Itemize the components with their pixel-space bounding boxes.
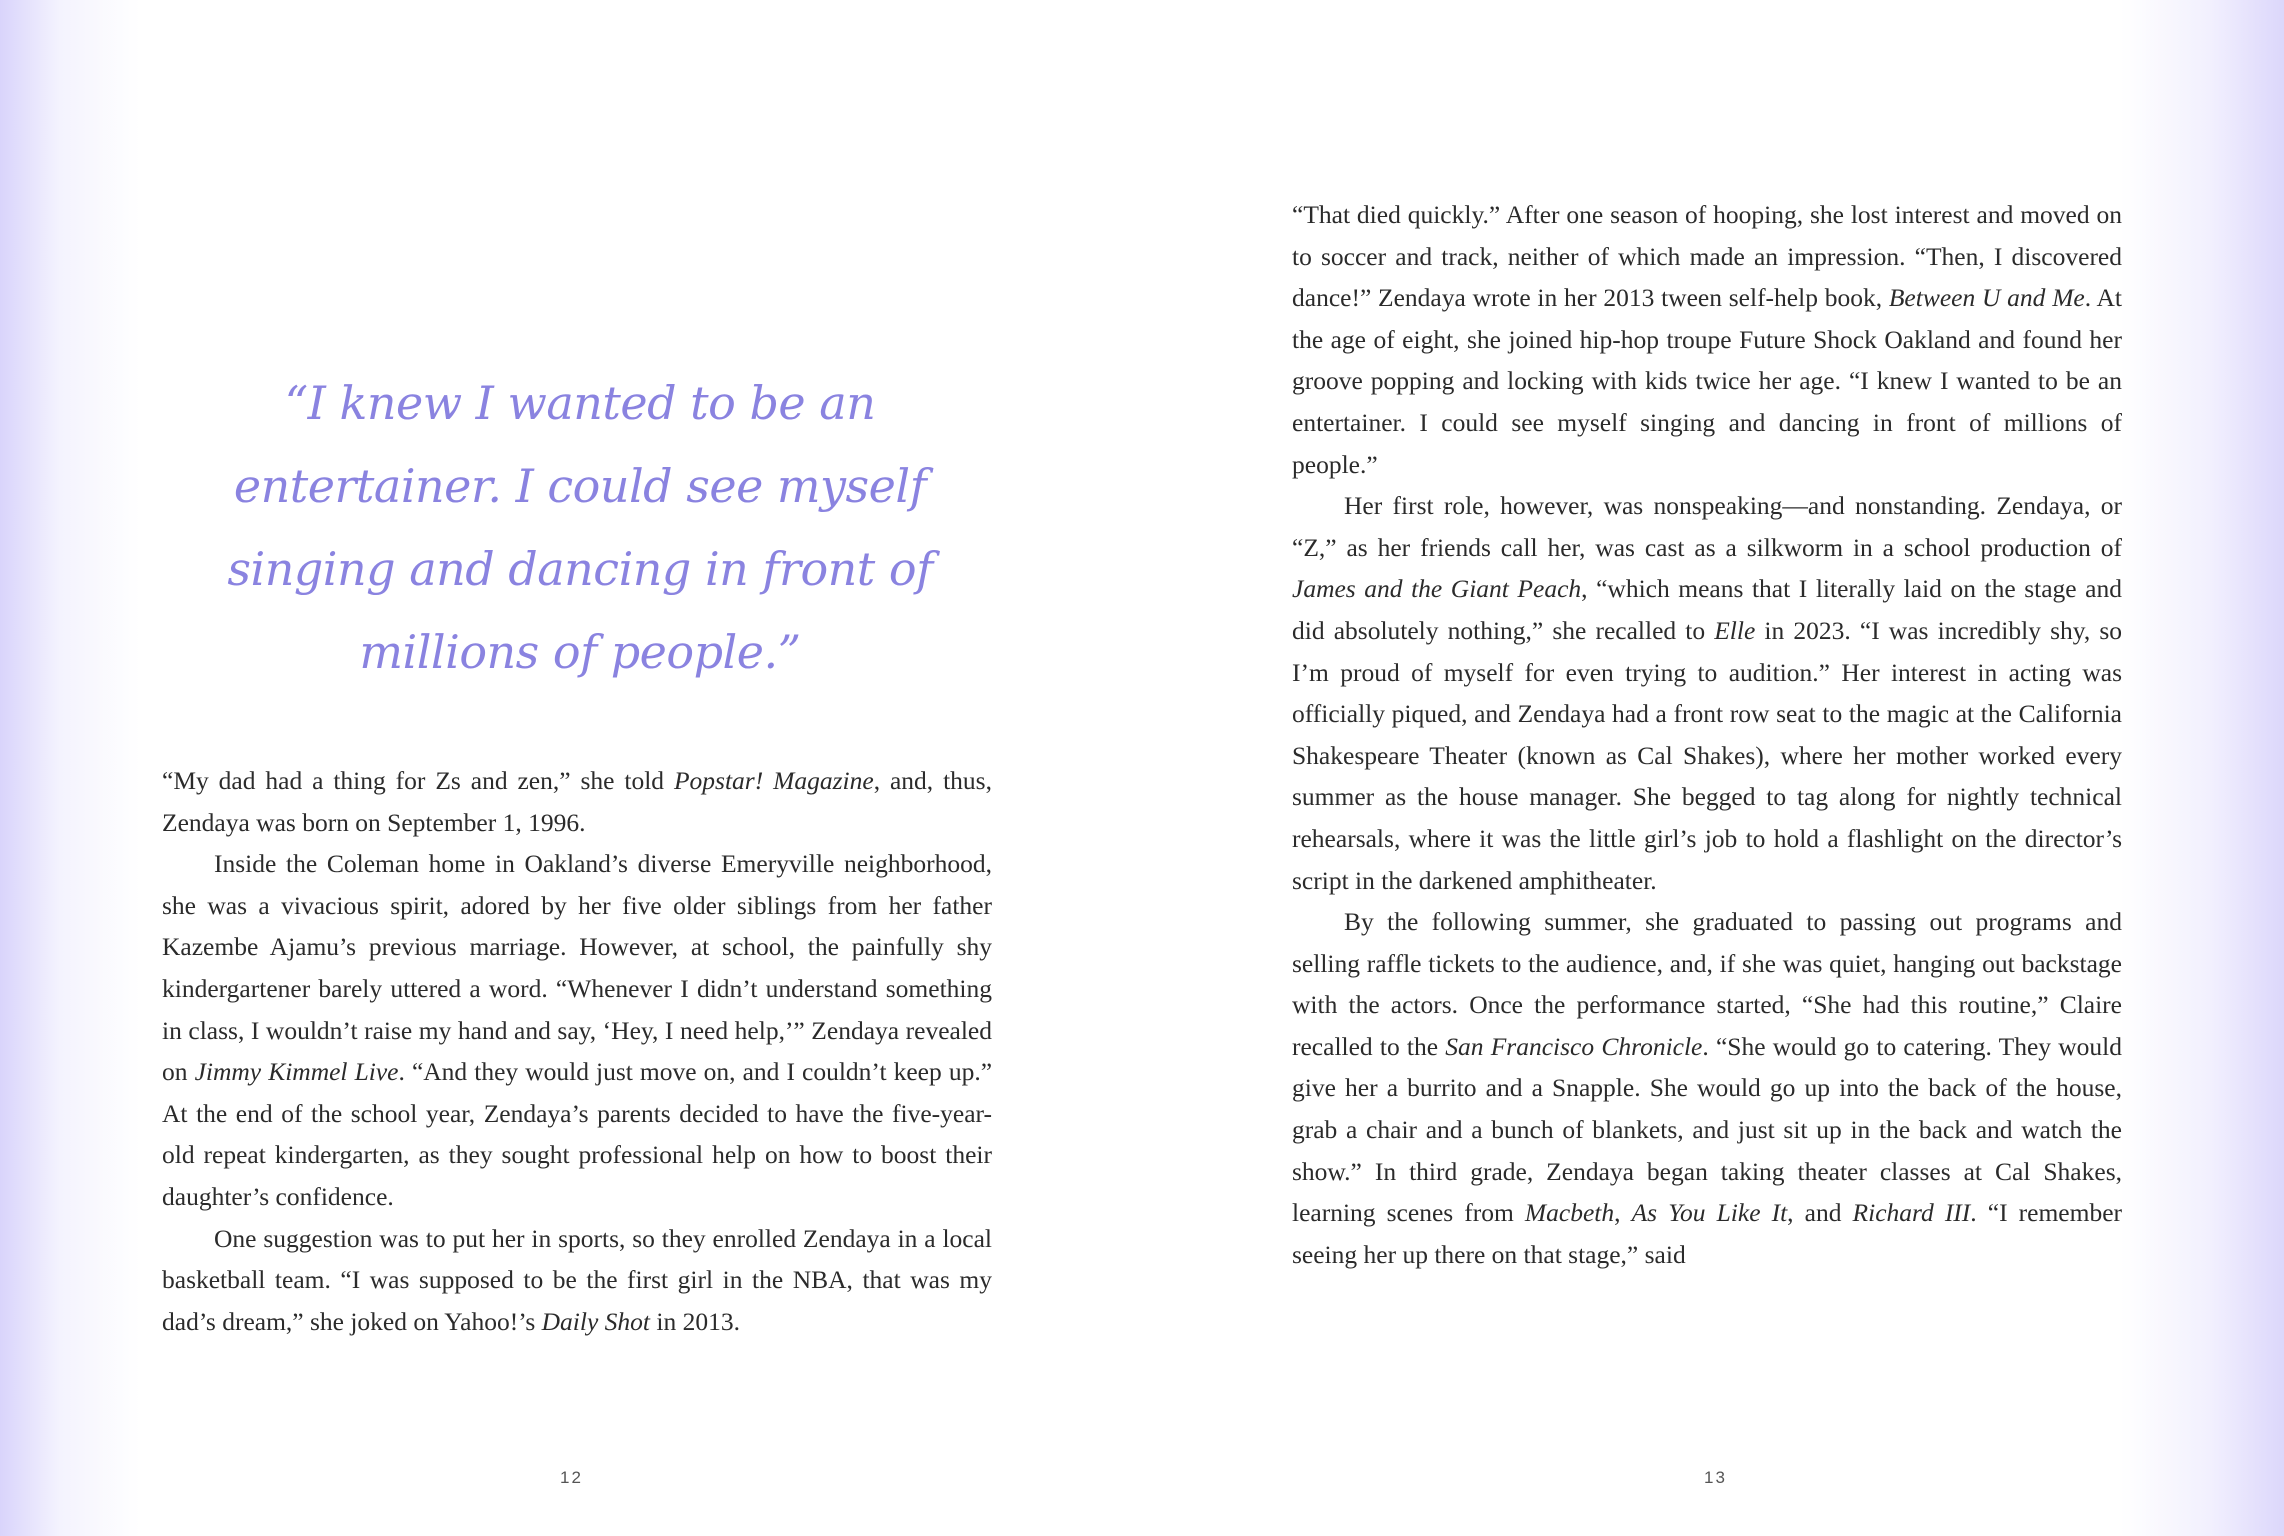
text-run: , and, thus, Zendaya was born on September 1, 1996. (162, 766, 992, 837)
text-run: One suggestion was to put her in sports, so they enrolled Zendaya in a local basketball team. “I was supposed to be the first girl in the NBA, that was my dad’s dream,” she joked on Yahoo!’s (162, 1223, 992, 1336)
paragraph (162, 760, 992, 843)
text-run: Inside the Coleman home in Oakland’s diverse Emeryville neighborhood, she was a vivacious spirit, adored by her five older siblings from her father Kazembe Ajamu’s previous marriage. However, at school, the painfully shy kindergartener barely uttered a word. “Whenever I didn’t understand something in class, I wouldn’t raise my hand and say, ‘Hey, I need help,’” Zendaya revealed on (162, 849, 992, 1087)
text-run: , “which means that I literally laid on the stage and did absolutely nothing,” she recalled to (1292, 574, 2122, 645)
italic-title: Macbeth (1524, 1198, 1615, 1228)
paragraph (162, 843, 992, 1217)
italic-title: Jimmy Kimmel Live (194, 1057, 399, 1087)
text-run: . “And they would just move on, and I couldn’t keep up.” At the end of the school year, Zendaya’s parents decided to have the five-year-old repeat kindergarten, as they sought professional help on how to boost their daughter’s confidence. (162, 1057, 993, 1211)
text-run: . “She would go to catering. They would give her a burrito and a Snapple. She would go up into the back of the house, grab a chair and a bunch of blankets, and just sit up in the back and watch the show.” In third grade, Zendaya began taking theater classes at Cal Shakes, learning scenes from (1292, 1031, 2122, 1228)
paragraph (1292, 901, 2122, 1275)
text-run: “My dad had a thing for Zs and zen,” she told (162, 766, 674, 795)
text-run: in 2023. “I was incredibly shy, so I’m proud of myself for even trying to audition.” Her interest in acting was officially piqued, and Zendaya had a front row seat to the magic at the California Shakespeare Theater (known as Cal Shakes), where her mother worked every summer as the house manager. She begged to tag along for nightly technical rehearsals, where it was the little girl’s job to hold a flashlight on the director’s script in the darkened amphitheater. (1292, 615, 2123, 895)
text-run: “That died quickly.” After one season of hooping, she lost interest and moved on to soccer and track, neither of which made an impression. “Then, I discovered dance!” Zendaya wrote in her 2013 tween self-help book, (1292, 200, 2122, 313)
text-run: , and (1787, 1198, 1853, 1228)
italic-title: James and the Giant Peach (1292, 574, 1582, 604)
pull-quote: “I knew I wanted to be an entertainer. I could see myself singing and dancing in front of millions of people.” (227, 376, 933, 679)
page-number-left: 12 (560, 1468, 583, 1487)
left-body-text (162, 760, 992, 1342)
paragraph (1292, 194, 2122, 485)
text-run: By the following summer, she graduated to passing out programs and selling raffle tickets to the audience, and, if she was quiet, hanging out backstage with the actors. Once the performance started, “She had this routine,” Claire recalled to the (1292, 907, 2122, 1061)
text-run: , (1614, 1198, 1632, 1228)
text-run: in 2013. (650, 1306, 740, 1336)
page-number-right: 13 (1704, 1468, 1727, 1487)
italic-title: Elle (1714, 615, 1756, 645)
italic-title: Popstar! Magazine (673, 766, 874, 795)
italic-title: Between U and Me (1888, 283, 2085, 313)
italic-title: Daily Shot (541, 1306, 650, 1336)
text-run: . “I remember seeing her up there on that stage,” said (1292, 1198, 2123, 1269)
text-run: . At the age of eight, she joined hip-hop troupe Future Shock Oakland and found her groove popping and locking with kids twice her age. “I knew I wanted to be an entertainer. I could see myself singing and dancing in front of millions of people.” (1292, 283, 2122, 479)
right-body-text (1292, 194, 2122, 1275)
paragraph (162, 1218, 992, 1343)
paragraph (1292, 485, 2122, 901)
italic-title: San Francisco Chronicle (1445, 1031, 1703, 1061)
text-run: Her first role, however, was nonspeaking—and nonstanding. Zendaya, or “Z,” as her friends call her, was cast as a silkworm in a school production of (1292, 491, 2122, 562)
italic-title: Richard III (1852, 1198, 1971, 1228)
italic-title: As You Like It (1631, 1198, 1788, 1228)
